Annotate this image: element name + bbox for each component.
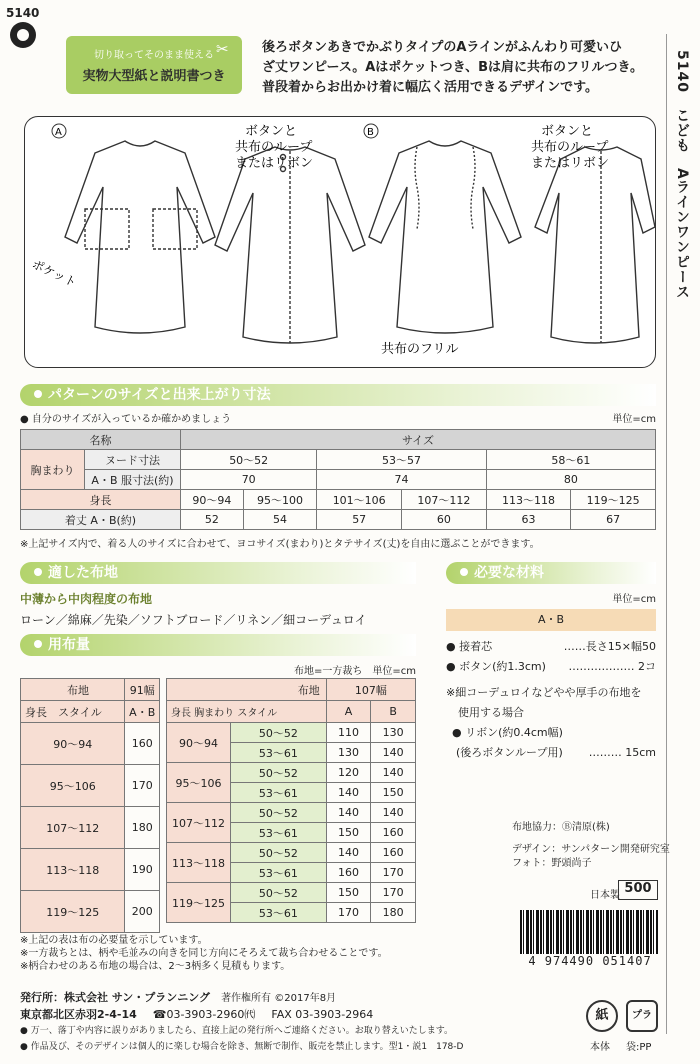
address: 東京都北区赤羽2-4-14 xyxy=(20,1008,137,1021)
label-b: B xyxy=(367,127,374,138)
publisher-block xyxy=(20,990,580,1051)
dress-illustrations xyxy=(25,117,657,369)
dress-b-front xyxy=(369,141,521,333)
badge-line-2: 実物大型紙と説明書つき xyxy=(82,69,226,84)
photo-credit: フォト：野頭尚子 xyxy=(512,858,592,869)
label-a: A xyxy=(55,127,62,138)
sidebar-code: 5140 xyxy=(674,50,690,93)
size-unit: 単位=cm xyxy=(612,414,656,425)
button-loop-a-2: 共布のループ xyxy=(235,140,313,155)
brand-logo xyxy=(10,22,36,48)
design-credit: デザイン：サンパターン開発研究室 xyxy=(512,844,670,855)
fabric-list: ローン／綿麻／先染／ソフトブロード／リネン／細コーデュロイ xyxy=(20,613,367,627)
frill-left xyxy=(415,147,419,229)
plastic-recycle-icon: プラ xyxy=(626,1000,658,1032)
sidebar-title xyxy=(672,50,692,300)
barcode xyxy=(520,910,658,956)
made-in: 日本製 xyxy=(590,890,620,901)
pocket-left xyxy=(85,209,129,249)
frill-label: 共布のフリル xyxy=(381,342,459,357)
materials-title: 必要な材料 xyxy=(446,562,656,584)
scissors-icon: ✂ xyxy=(216,40,229,58)
fabric-section xyxy=(20,562,416,628)
yardage-cond: 布地=一方裁ち 単位=cm xyxy=(294,666,416,677)
size-section xyxy=(20,384,656,550)
paper-recycle-label: 本体 xyxy=(590,1042,610,1053)
fabric-sub: 中薄から中肉程度の布地 xyxy=(20,592,153,606)
materials-unit: 単位=cm xyxy=(612,594,656,605)
frill-right xyxy=(471,147,475,229)
price: 500 xyxy=(618,880,658,900)
paper-recycle-icon: 紙 xyxy=(586,1000,618,1032)
sidebar-name: こども Aラインワンピース xyxy=(674,107,690,300)
button-loop-a-1: ボタンと xyxy=(245,124,298,139)
size-note: ● 自分のサイズが入っているか確かめましょう xyxy=(20,414,232,425)
fabric-credit: 布地協力：Ⓑ清原(株) xyxy=(512,822,610,833)
size-section-title: パターンのサイズと出来上がり寸法 xyxy=(20,384,656,406)
intro-line: ざ丈ワンピース。Aはポケットつき、Bは肩に共布のフリルつき。 xyxy=(262,60,643,75)
publisher-name: 発行所：株式会社 サン・プランニング xyxy=(20,991,211,1004)
product-code: 5140 xyxy=(6,6,40,20)
intro-line: 後ろボタンあきでかぶりタイプのAラインがふんわり可愛いひ xyxy=(262,40,623,55)
badge-line-1: 切り取ってそのまま使える xyxy=(94,50,214,61)
size-footnote: ※上記サイズ内で、着る人のサイズに合わせて、ヨコサイズ(まわり)とタテサイズ(丈)を自由に選ぶことができます。 xyxy=(20,539,540,550)
dress-b-back xyxy=(535,147,655,343)
plastic-recycle-label: 袋:PP xyxy=(626,1042,652,1053)
disclaimer-2: ● 作品及び、そのデザインは個人的に楽しむ場合を除き、無断で制作、販売を禁止します。型1・説1 178-D xyxy=(20,1042,464,1051)
button-loop-b-3: またはリボン xyxy=(531,156,610,171)
materials-section xyxy=(446,562,656,763)
illustration-panel xyxy=(24,116,656,368)
yardage-table-91: 布地 91幅 身長 スタイル A・B 90〜94 160 95〜106 170 107〜112 180 113〜118 190 119〜125 200 xyxy=(20,678,160,933)
dress-a-front xyxy=(65,141,215,333)
tel: ☎03-3903-2960㈹ xyxy=(152,1008,256,1021)
barcode-number: 4 974490 051407 xyxy=(520,954,660,968)
button-loop-b-2: 共布のループ xyxy=(531,140,609,155)
intro-text xyxy=(262,38,652,98)
yardage-table-107: 布地 107幅 身長 胸まわり スタイル A B 90〜94 50〜52 110 130 53〜61 130 140 95〜106 50〜52 120 140 53〜61 140 150 107〜112 50〜52 140 140 53〜61 150 160 113〜118 50〜52 140 160 53〜61 160 170 119〜125 50〜52 150 170 53〜61 170 180 xyxy=(166,678,416,923)
yardage-title: 用布量 xyxy=(20,634,416,656)
yardage-section xyxy=(20,634,416,677)
intro-line: 普段着からお出かけ着に幅広く活用できるデザインです。 xyxy=(262,80,599,95)
materials-list: ● 接着芯 ……長さ15×幅50 ● ボタン(約1.3cm) ……………… 2コ ※細コーデュロイなどやや厚手の布地を 使用する場合 ● リボン(約0.4cm幅) (後ろボタンループ用) ……… 15cm xyxy=(446,640,656,759)
disclaimer-1: ● 万一、落丁や内容に誤りがありましたら、直接上記の発行所へご連絡ください。お取り替えいたします。 xyxy=(20,1026,453,1036)
size-table: 名称 サイズ 胸まわり ヌード寸法 50〜52 53〜57 58〜61 A・B 服寸法(約) 70 74 80 身長 90〜94 95〜100 101〜106 107〜112 113〜118 119〜125 着丈 A・B(約) 52 54 57 60 63 67 xyxy=(20,429,656,530)
button-loop-b-1: ボタンと xyxy=(541,124,594,139)
button-loop-a-3: またはリボン xyxy=(235,156,314,171)
materials-head: A・B xyxy=(446,609,656,631)
fabric-title: 適した布地 xyxy=(20,562,416,584)
pocket-label: ポケット xyxy=(29,257,79,290)
copyright: 著作権所有 ©2017年8月 xyxy=(221,993,337,1004)
fax: FAX 03-3903-2964 xyxy=(271,1008,374,1021)
yardage-notes: ※上記の表は布の必要量を示しています。 ※一方裁ちとは、柄や毛並みの向きを同じ方向にそろえて裁ち合わせることです。 ※柄合わせのある布地の場合は、2〜3柄多く見積もります。 xyxy=(20,935,388,972)
